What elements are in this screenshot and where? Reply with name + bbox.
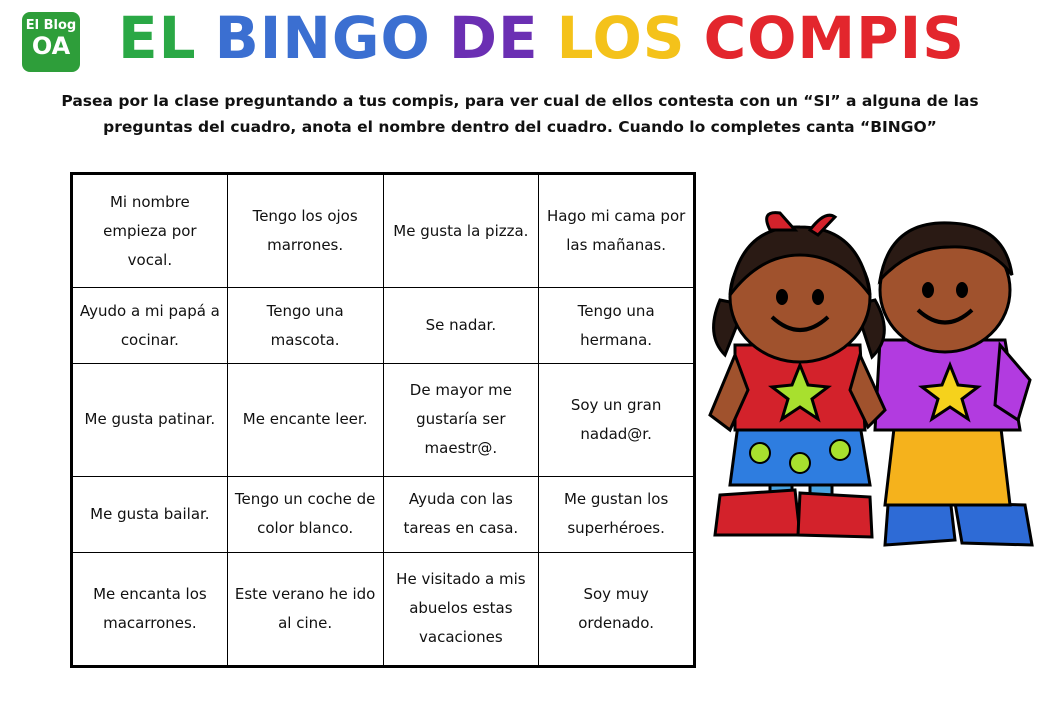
title-word: LOS: [556, 4, 686, 72]
bingo-cell[interactable]: De mayor me gustaría ser maestr@.: [383, 363, 539, 476]
bingo-cell[interactable]: Se nadar.: [383, 288, 539, 364]
page-title: [118, 2, 966, 74]
blog-logo: [22, 12, 80, 72]
bingo-cell[interactable]: Ayuda con las tareas en casa.: [383, 476, 539, 552]
bingo-cell[interactable]: Ayudo a mi papá a cocinar.: [72, 288, 228, 364]
bingo-row: [72, 552, 695, 666]
bingo-cell[interactable]: Me gusta bailar.: [72, 476, 228, 552]
bingo-cell[interactable]: Hago mi cama por las mañanas.: [539, 174, 695, 288]
bingo-cell[interactable]: Soy un gran nadad@r.: [539, 363, 695, 476]
bingo-grid: [70, 172, 696, 668]
bingo-row: [72, 174, 695, 288]
instructions: [40, 88, 1000, 140]
kids-illustration: [700, 205, 1040, 575]
bingo-cell[interactable]: Me gusta la pizza.: [383, 174, 539, 288]
bingo-cell[interactable]: Me encanta los macarrones.: [72, 552, 228, 666]
title-word: BINGO: [214, 4, 431, 72]
bingo-cell[interactable]: Tengo un coche de color blanco.: [227, 476, 383, 552]
bingo-cell[interactable]: Me gustan los superhéroes.: [539, 476, 695, 552]
bingo-row: [72, 288, 695, 364]
instructions-line2: preguntas del cuadro, anota el nombre dentro del cuadro. Cuando lo completes canta “BINGO”: [103, 118, 937, 136]
bingo-cell[interactable]: Tengo una hermana.: [539, 288, 695, 364]
bingo-cell[interactable]: Mi nombre empieza por vocal.: [72, 174, 228, 288]
girl-figure: [710, 213, 885, 537]
bingo-row: [72, 476, 695, 552]
boy-figure: [875, 223, 1032, 545]
title-word: EL: [118, 4, 197, 72]
title-word: COMPIS: [703, 4, 966, 72]
bingo-cell[interactable]: Tengo una mascota.: [227, 288, 383, 364]
title-word: DE: [448, 4, 539, 72]
bingo-cell[interactable]: Este verano he ido al cine.: [227, 552, 383, 666]
bingo-cell[interactable]: Soy muy ordenado.: [539, 552, 695, 666]
logo-line2: OA: [31, 32, 71, 60]
bingo-cell[interactable]: Me encante leer.: [227, 363, 383, 476]
bingo-row: [72, 363, 695, 476]
logo-line1: El Blog: [25, 18, 77, 33]
bingo-cell[interactable]: Me gusta patinar.: [72, 363, 228, 476]
bingo-cell[interactable]: Tengo los ojos marrones.: [227, 174, 383, 288]
bingo-cell[interactable]: He visitado a mis abuelos estas vacaciones: [383, 552, 539, 666]
instructions-line1: Pasea por la clase preguntando a tus compis, para ver cual de ellos contesta con un “SI” a alguna de las: [61, 92, 979, 110]
